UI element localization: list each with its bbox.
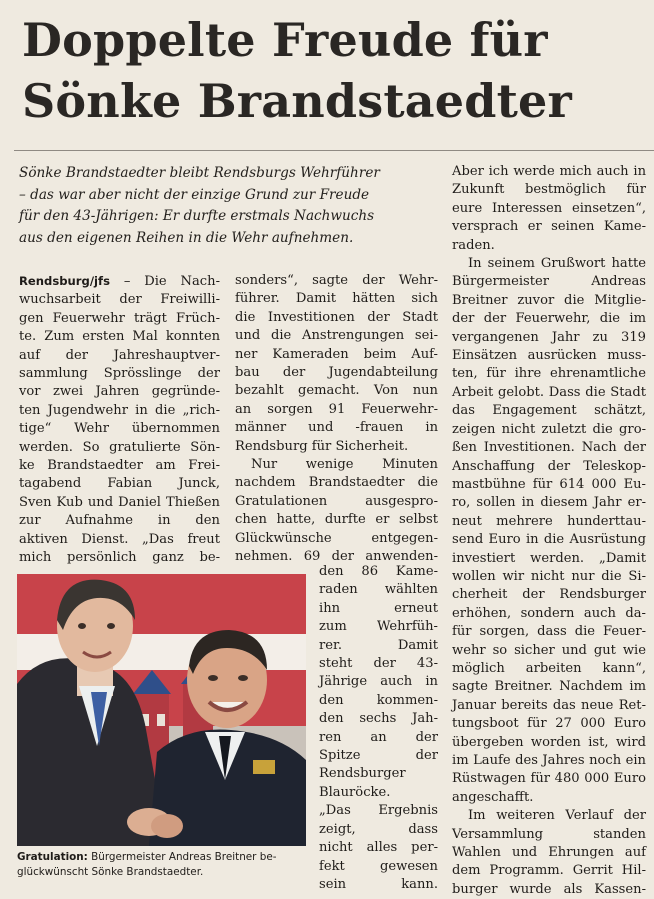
column-line-rest: – Die Nach- [109, 274, 220, 289]
column-line: tagabend Fabian Junck, [19, 476, 220, 492]
column-line [19, 272, 220, 291]
column-line: wuchsarbeit der Freiwilli- [19, 292, 220, 308]
column-line: Anschaffung der Teleskop- [452, 458, 646, 474]
headline-rule [14, 150, 654, 151]
column-line: männer und -frauen in [235, 420, 438, 436]
column-line: zur Aufnahme in den [19, 513, 220, 529]
column-line: zeigen nicht zuletzt die gro- [452, 421, 646, 437]
column-line: Jährige auch in [319, 674, 438, 690]
column-line: fekt gewesen [319, 858, 438, 874]
column-line: Einsätzen ausrücken muss- [452, 348, 646, 364]
column-line: Breitner zuvor die Mitglie- [452, 292, 646, 308]
column-line: angeschafft. [452, 789, 534, 805]
column-line: auf der Jahreshauptver- [19, 347, 220, 363]
column-line: und die Anstrengungen sei- [235, 328, 438, 344]
column-line: an sorgen 91 Feuerwehr- [235, 401, 438, 417]
column-line: sagte Breitner. Nachdem im [452, 679, 646, 695]
column-line: die Investitionen der Stadt [235, 309, 438, 325]
column-line: mich persönlich ganz be- [19, 550, 220, 566]
column-line: sonders“, sagte der Wehr- [235, 273, 438, 288]
column-line: mastbühne für 614 000 Eu- [452, 476, 646, 492]
column-line: den sechs Jah- [319, 711, 438, 727]
column-line: tungsboot für 27 000 Euro [452, 716, 646, 732]
column-line: Rüstwagen für 480 000 Euro [452, 771, 646, 787]
article-column-left [19, 272, 220, 568]
column-line: Nur wenige Minuten [251, 457, 438, 473]
article-photo [17, 574, 306, 846]
caption-line-2: glückwünscht Sönke Brandstaedter. [17, 866, 204, 878]
article-column-middle-narrow [319, 563, 438, 894]
column-line: Arbeit gelobt. Dass die Stadt [452, 384, 646, 400]
column-line: raden. [452, 237, 495, 253]
lead-line: – das war aber nicht der einzige Grund zur Freude [19, 186, 370, 203]
column-line: Spitze der [319, 748, 438, 764]
column-line: bezahlt gemacht. Von nun [235, 383, 438, 399]
column-line: In seinem Grußwort hatte [468, 256, 646, 272]
column-line: investiert werden. „Damit [452, 550, 646, 566]
column-line: ren an der [319, 729, 438, 745]
column-line: wehr so sicher und gut wie [452, 642, 646, 658]
column-line: raden wählten [319, 582, 438, 598]
column-line: der der Feuerwehr, die im [452, 311, 646, 327]
column-line: neut mehrere hunderttau- [452, 513, 646, 529]
column-line: Bürgermeister Andreas [452, 274, 646, 290]
column-line: vergangenen Jahr zu 319 [452, 329, 646, 345]
column-line: send Euro in die Ausrüstung [452, 532, 646, 548]
column-line: te. Zum ersten Mal konnten [19, 329, 220, 345]
column-line: Blauröcke. [319, 784, 391, 800]
column-line: versprach er seinen Kame- [452, 219, 646, 235]
column-line: nicht alles per- [319, 840, 438, 856]
column-line: chen hatte, durfte er selbst [235, 512, 438, 528]
caption-label: Gratulation: [17, 851, 88, 863]
column-line: Gratulationen ausgespro- [235, 493, 438, 509]
column-line: erhöhen, sondern auch da- [452, 605, 646, 621]
column-line: nachdem Brandstaedter die [235, 475, 438, 491]
column-line: ßen Investitionen. Nach der [452, 440, 646, 456]
column-line: zeigt, dass [319, 821, 438, 837]
column-line: den 86 Kame- [319, 564, 438, 579]
column-line: übergeben worden ist, wird [452, 734, 646, 750]
column-line: gen Feuerwehr trägt Früch- [19, 310, 220, 326]
caption-line-1 [17, 850, 317, 865]
column-line: ten Jugendwehr in die „rich- [19, 402, 220, 418]
article-headline [22, 10, 642, 132]
column-line: sein kann. [319, 876, 438, 892]
column-line: aktiven Dienst. „Das freut [19, 531, 220, 547]
column-line: möglich arbeiten kann“, [452, 660, 646, 676]
headline-line-2: Sönke Brandstaedter [22, 74, 572, 128]
column-line: zum Wehrfüh- [319, 619, 438, 635]
article-lead [19, 163, 443, 249]
column-line: Januar bereits das neue Ret- [452, 697, 646, 713]
column-line: vor zwei Jahren gegründe- [19, 384, 220, 400]
column-line: tige“ Wehr übernommen [19, 421, 220, 437]
column-line: Rendsburg für Sicherheit. [235, 438, 409, 454]
column-line: Zukunft bestmöglich für [452, 182, 646, 198]
column-line: Sven Kub und Daniel Thießen [19, 494, 220, 510]
article-column-right [452, 163, 646, 899]
column-line: burger wurde als Kassen- [452, 881, 646, 897]
headline-line-1: Doppelte Freude für [22, 13, 548, 67]
column-line: steht der 43- [319, 656, 438, 672]
column-line: „Das Ergebnis [319, 803, 438, 819]
column-line: nehmen. 69 der anwenden- [235, 549, 438, 565]
article-column-middle [235, 272, 438, 567]
column-line: bau der Jugendabteilung [235, 365, 438, 381]
column-line: Im weiteren Verlauf der [468, 808, 646, 824]
column-line: rer. Damit [319, 637, 438, 653]
dateline: Rendsburg/jfs [19, 274, 110, 288]
column-line: im Laufe des Jahres noch ein [452, 753, 646, 768]
column-line: werden. So gratulierte Sön- [19, 439, 220, 455]
column-line: Rendsburger [319, 766, 406, 782]
lead-line: Sönke Brandstaedter bleibt Rendsburgs Wehrführer [19, 165, 380, 181]
column-line: cherheit der Rendsburger [452, 587, 646, 603]
column-line: ke Brandstaedter am Frei- [19, 458, 220, 474]
caption-text: Bürgermeister Andreas Breitner be- [87, 851, 277, 863]
column-line: wollen wir nicht nur die Si- [452, 568, 646, 584]
column-line: dem Programm. Gerrit Hil- [452, 863, 646, 879]
lead-line: aus den eigenen Reihen in die Wehr aufnehmen. [19, 229, 354, 246]
column-line: den kommen- [319, 692, 438, 708]
column-line: das Engagement schätzt, [452, 403, 646, 419]
photo-caption [17, 850, 317, 880]
column-line: ten, für ihre ehrenamtliche [452, 366, 646, 382]
column-line: Glückwünsche entgegen- [235, 530, 438, 546]
column-line: Wahlen und Ehrungen auf [452, 845, 646, 861]
column-line: für sorgen, dass die Feuer- [452, 624, 646, 640]
column-line: ihn erneut [319, 600, 438, 616]
column-line: sammlung Sprösslinge der [19, 366, 220, 382]
lead-line: für den 43-Jährigen: Er durfte erstmals Nachwuchs [19, 208, 375, 225]
column-line: Aber ich werde mich auch in [452, 164, 646, 179]
column-line: ro, sollen in diesem Jahr er- [452, 495, 646, 511]
column-line: eure Interessen einsetzen“, [452, 200, 646, 216]
column-line: ner Kameraden beim Auf- [235, 346, 438, 362]
column-line: Versammlung standen [452, 826, 646, 842]
column-line: führer. Damit hätten sich [235, 291, 438, 307]
